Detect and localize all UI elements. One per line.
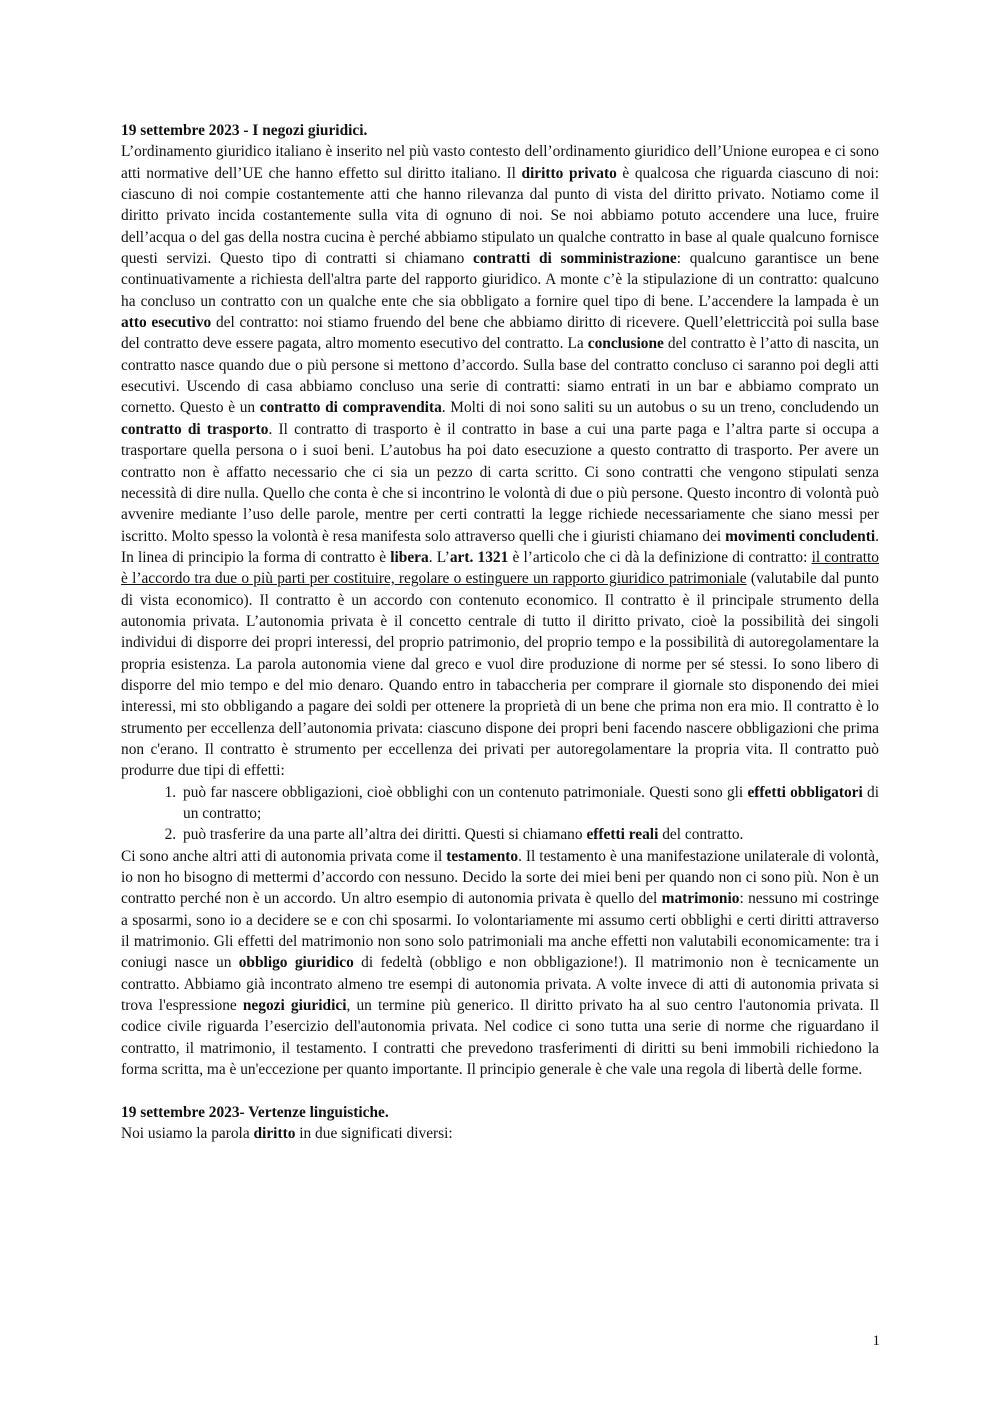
bold-term: art. 1321 — [449, 548, 509, 566]
text-run: . Il testamento è una manifestazione unilaterale di volontà, io non ho bisogno di mettermi d’accordo con nessuno. Decido la sorte dei miei beni per quando non ci sono più. Non è un contratto perché non è un accordo. Un altro esempio di autonomia privata è quello del — [121, 847, 879, 908]
bold-term: diritto privato — [521, 164, 617, 182]
text-run: può far nascere obbligazioni, cioè obblighi con un contenuto patrimoniale. Questi sono gli — [183, 783, 748, 801]
bold-term: contratti di somministrazione — [473, 250, 677, 268]
bold-term: testamento — [446, 847, 519, 865]
bold-term: atto esecutivo — [121, 314, 212, 332]
body-paragraph — [121, 846, 879, 1081]
text-run: Noi usiamo la parola — [121, 1125, 254, 1143]
text-run: . Il contratto di trasporto è il contratto in base a cui una parte paga e l’altra parte si occupa a trasportare quella persona o i suoi beni. L’autobus ha poi dato esecuzione a questo contratto di trasporto. Per avere un contratto non è affatto necessario che ci sia un pezzo di carta scritto. Ci sono contratti che vengono stipulati senza necessità di dire nulla. Quello che conta è che si incontrino le volontà di due o più persone. Questo incontro di volontà può avvenire mediante l’uso delle parole, mentre per certi contratti la legge richiede necessariamente che siano messi per iscritto. Molto spesso la volontà è resa manifesta solo attraverso quelli che i giuristi chiamano dei — [121, 420, 879, 545]
text-run: del contratto. — [658, 826, 744, 844]
bold-term: matrimonio — [661, 890, 740, 908]
text-run: in due significati diversi: — [295, 1125, 453, 1143]
text-run: del contratto: noi stiamo fruendo del bene che abbiamo diritto di ricevere. Quell’elettriccità poi sulla base del contratto deve essere pagata, altro momento esecutivo del contratto. La — [121, 314, 879, 353]
section-heading: 19 settembre 2023- Vertenze linguistiche. — [121, 1103, 389, 1121]
text-run: Ci sono anche altri atti di autonomia privata come il — [121, 847, 447, 865]
text-run: è l’articolo che ci dà la definizione di contratto: — [508, 548, 812, 566]
effects-list — [121, 782, 879, 846]
bold-term: effetti reali — [586, 826, 659, 844]
bold-term: movimenti concludenti — [725, 527, 876, 545]
paragraph-spacer — [121, 1080, 879, 1101]
text-run: : nessuno mi costringe a sposarmi, sono io a decidere se e con chi sposarmi. Io volontariamente mi assumo certi obblighi e certi diritti attraverso il matrimonio. Gli effetti del matrimonio non sono solo patrimoniali ma anche effetti non valutabili economicamente: tra i coniugi nasce un — [121, 890, 880, 972]
text-run: , un termine più generico. Il diritto privato ha al suo centro l'autonomia privata. Il codice civile riguarda l’esercizio dell'autonomia privata. Nel codice ci sono tutta una serie di norme che riguardano il contratto, il matrimonio, il testamento. I contratti che prevedono trasferimenti di diritti su beni immobili richiedono la forma scritta, ma è un'eccezione per quanto importante. Il principio generale è che vale una regola di libertà delle forme. — [121, 997, 879, 1079]
text-run: di un contratto; — [183, 783, 879, 822]
text-run: : qualcuno garantisce un bene continuativamente a richiesta dell'altra parte del rapporto giuridico. A monte c’è la stipulazione di un contratto: qualcuno ha concluso un contratto con un qualche ente che sia obbligato a fornire quel tipo di bene. L’accendere la lampada è un — [121, 250, 879, 310]
text-run: . L’ — [428, 548, 450, 566]
bold-term: diritto — [253, 1125, 296, 1143]
text-run: del contratto è l’atto di nascita, un contratto nasce quando due o più persone si mettono d’accordo. Sulla base del contratto concluso ci saranno poi degli atti esecutivi. Uscendo di casa abbiamo concluso una serie di contratti: siamo entrati in un bar e abbiamo comprato un cornetto. Questo è un — [121, 335, 879, 417]
bold-term: negozi giuridici — [242, 997, 347, 1015]
body-paragraph — [121, 141, 879, 781]
text-run: (valutabile dal punto di vista economico). Il contratto è un accordo con contenuto economico. Il contratto è il principale strumento della autonomia privata. L’autonomia privata è il concetto centrale di tutto il diritto privato, cioè la possibilità dei singoli individui di disporre dei propri interessi, del proprio patrimonio, del proprio tempo e la possibilità di autoregolamentare la propria esistenza. La parola autonomia viene dal greco e vuol dire produzione di norme per sé stessi. Io sono libero di disporre del mio tempo e del mio denaro. Quando entro in tabaccheria per comprare il giornale sto disponendo dei miei interessi, mi sto obbligando a pagare dei soldi per ottenere la proprietà di un bene che prima non era mio. Il contratto è lo strumento per eccellenza dell’autonomia privata: ciascuno dispone dei propri beni facendo nascere obbligazioni che prima non c'erano. Il contratto è strumento per eccellenza dei privati per autoregolamentare la propria vita. Il contratto può produrre due tipi di effetti: — [121, 570, 879, 780]
underlined-definition: il contratto è l’accordo tra due o più parti per costituire, regolare o estinguere un rapporto giuridico patrimoniale — [121, 548, 879, 588]
bold-term: libera — [390, 548, 429, 566]
bold-term: contratto di trasporto — [121, 420, 269, 438]
text-run: di fedeltà (obbligo e non obbligazione!). Il matrimonio non è tecnicamente un contratto. Abbiamo già incontrato almeno tre esempi di autonomia privata. A volte invece di atti di autonomia privata si trova l'espressione — [121, 954, 879, 1015]
list-item — [180, 782, 879, 825]
section-heading: 19 settembre 2023 - I negozi giuridici. — [121, 122, 368, 139]
body-paragraph — [121, 1123, 879, 1144]
bold-term: effetti obbligatori — [747, 783, 863, 801]
page-content — [121, 120, 879, 1145]
list-item — [180, 824, 879, 845]
bold-term: obbligo giuridico — [238, 954, 354, 972]
text-run: L’ordinamento giuridico italiano è inserito nel più vasto contesto dell’ordinamento giuridico dell’Unione europea e ci sono atti normative dell’UE che hanno effetto sul diritto italiano. Il — [121, 143, 879, 182]
text-run: . Molti di noi sono saliti su un autobus o su un treno, concludendo un — [441, 399, 879, 417]
text-run: è qualcosa che riguarda ciascuno di noi: ciascuno di noi compie costantemente atti che hanno rilevanza dal punto di vista del diritto privato. Notiamo come il diritto privato incida costantemente sulla vita di ognuno di noi. Se noi abbiamo potuto accendere una luce, fruire dell’acqua o del gas della nostra cucina è perché abbiamo stipulato un qualche contratto in base al quale qualcuno fornisce questi servizi. Questo tipo di contratti si chiamano — [121, 164, 879, 268]
text-run: può trasferire da una parte all’altra dei diritti. Questi si chiamano — [183, 826, 587, 844]
bold-term: contratto di compravendita — [259, 399, 442, 417]
page-number: 1 — [872, 1333, 880, 1349]
text-run: . In linea di principio la forma di contratto è — [121, 527, 879, 566]
bold-term: conclusione — [587, 335, 664, 353]
